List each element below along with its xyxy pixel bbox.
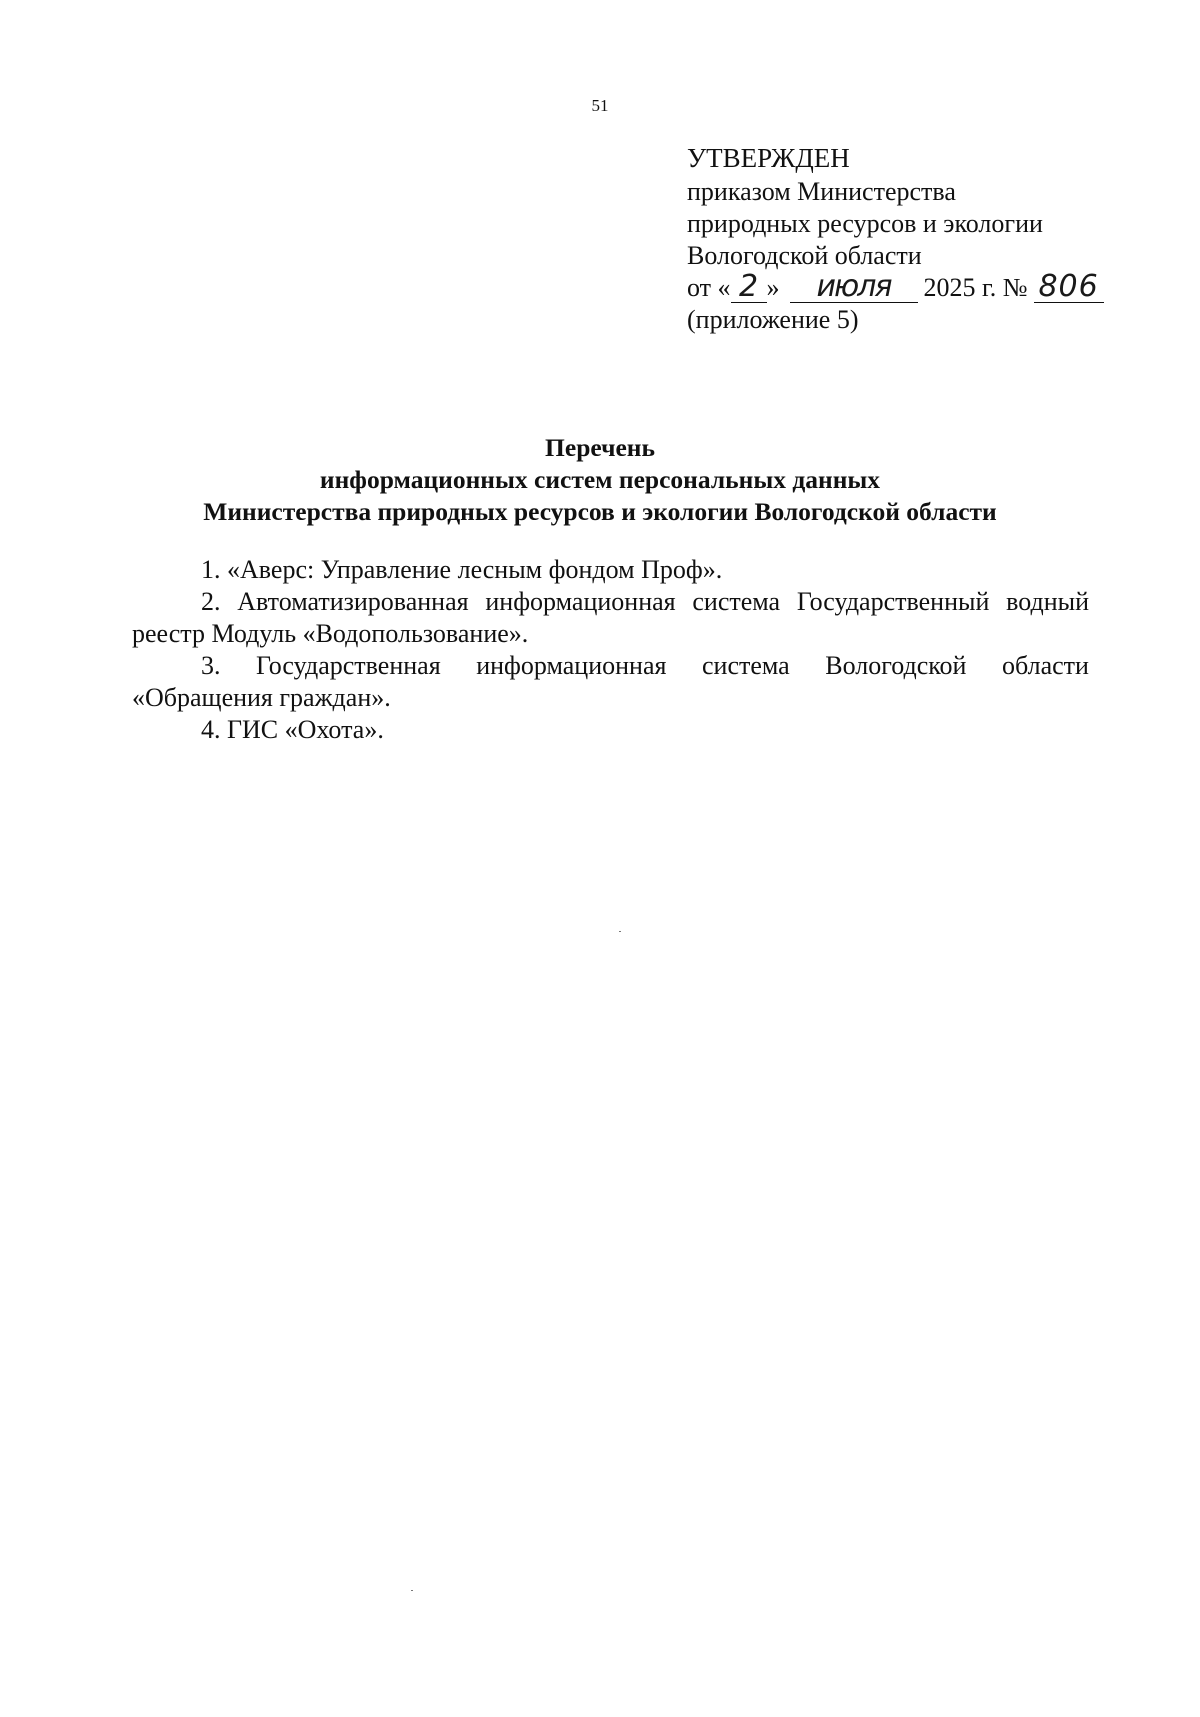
approval-line-1: приказом Министерства: [687, 177, 956, 206]
title-line-2: информационных систем персональных данных: [319, 465, 881, 494]
handwritten-order-number: 806: [1034, 272, 1104, 303]
approval-date-line: [687, 269, 1147, 304]
item3-word: информационная: [476, 651, 667, 680]
list-item-3-line-1: [132, 650, 1089, 682]
document-title: [0, 432, 1200, 528]
scan-speck: [619, 931, 621, 932]
list-item-1: 1. «Аверс: Управление лесным фондом Проф».: [201, 555, 723, 584]
date-prefix: от «: [687, 273, 731, 302]
item3-word: 3.: [201, 651, 221, 680]
date-year: 2025 г. №: [923, 273, 1028, 302]
approval-line-2: природных ресурсов и экологии: [687, 209, 1043, 238]
item3-word: Государственная: [256, 651, 441, 680]
item3-word: система: [701, 651, 790, 680]
approval-appendix: (приложение 5): [687, 305, 859, 334]
systems-list: [132, 554, 1089, 746]
list-item-2: 2. Автоматизированная информационная система Государственный водный реестр Модуль «Водопользование».: [132, 587, 1089, 648]
handwritten-day: 2: [731, 272, 767, 303]
title-line-3: Министерства природных ресурсов и экологии Вологодской области: [203, 497, 997, 526]
list-item-3: [132, 650, 1089, 714]
list-item-3-line-2: «Обращения граждан».: [132, 683, 391, 712]
item3-word: области: [1002, 651, 1089, 680]
page-number: 51: [591, 96, 609, 115]
item3-word: Вологодской: [825, 651, 967, 680]
handwritten-month: июля: [790, 272, 918, 303]
approval-stamp: [687, 142, 1147, 336]
list-item-4: 4. ГИС «Охота».: [201, 715, 384, 744]
title-line-1: Перечень: [545, 433, 655, 462]
approval-title: УТВЕРЖДЕН: [687, 143, 850, 173]
scan-speck: [411, 1590, 413, 1591]
date-mid: »: [766, 273, 780, 302]
approval-line-3: Вологодской области: [687, 241, 922, 270]
